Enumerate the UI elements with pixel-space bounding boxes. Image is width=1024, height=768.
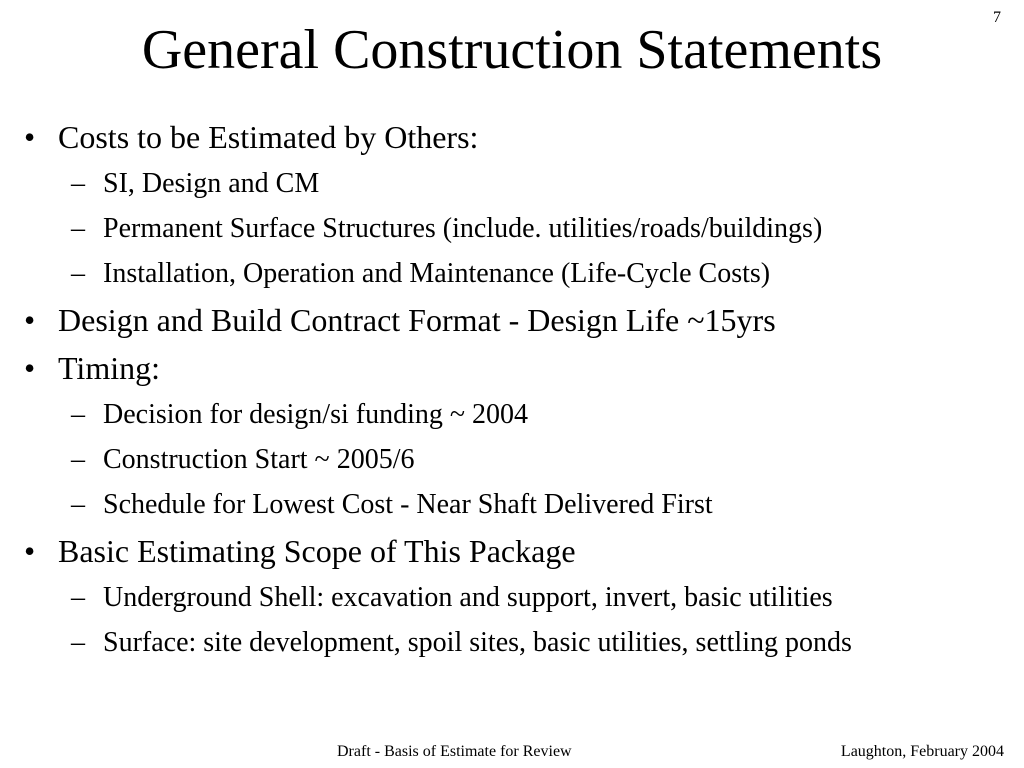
bullet-item	[0, 344, 1024, 392]
sub-item	[0, 392, 1024, 437]
bullet-text: Costs to be Estimated by Others:	[58, 119, 479, 155]
sub-item	[0, 251, 1024, 296]
sub-item-text: Schedule for Lowest Cost - Near Shaft Delivered First	[103, 489, 713, 520]
dash-marker: –	[71, 258, 85, 289]
bullet-item	[0, 296, 1024, 344]
bullet-marker: •	[24, 119, 36, 155]
bullet-marker: •	[24, 533, 36, 569]
bullet-text: Timing:	[58, 350, 160, 386]
sub-item-text: Permanent Surface Structures (include. utilities/roads/buildings)	[103, 213, 823, 244]
footer-left-text: Draft - Basis of Estimate for Review	[337, 743, 572, 760]
sub-item	[0, 161, 1024, 206]
sub-item	[0, 620, 1024, 665]
sub-item-text: Installation, Operation and Maintenance (Life-Cycle Costs)	[103, 258, 771, 289]
sub-item	[0, 482, 1024, 527]
sub-item-text: Underground Shell: excavation and support, invert, basic utilities	[103, 582, 833, 613]
slide-body	[0, 113, 1024, 665]
sub-item	[0, 437, 1024, 482]
bullet-item	[0, 527, 1024, 575]
bullet-marker: •	[24, 302, 36, 338]
sub-item-text: Surface: site development, spoil sites, basic utilities, settling ponds	[103, 627, 852, 658]
dash-marker: –	[71, 582, 85, 613]
bullet-item	[0, 113, 1024, 161]
sub-item	[0, 206, 1024, 251]
bullet-text: Basic Estimating Scope of This Package	[58, 533, 576, 569]
page-number: 7	[993, 9, 1001, 26]
dash-marker: –	[71, 489, 85, 520]
dash-marker: –	[71, 444, 85, 475]
sub-item-text: Construction Start ~ 2005/6	[103, 444, 415, 475]
dash-marker: –	[71, 627, 85, 658]
bullet-marker: •	[24, 350, 36, 386]
bullet-text: Design and Build Contract Format - Design Life ~15yrs	[58, 302, 776, 338]
sub-item	[0, 575, 1024, 620]
slide-title: General Construction Statements	[141, 19, 883, 81]
dash-marker: –	[71, 168, 85, 199]
dash-marker: –	[71, 213, 85, 244]
dash-marker: –	[71, 399, 85, 430]
sub-item-text: Decision for design/si funding ~ 2004	[103, 399, 528, 430]
footer-right-text: Laughton, February 2004	[840, 743, 1004, 760]
sub-item-text: SI, Design and CM	[103, 168, 320, 199]
